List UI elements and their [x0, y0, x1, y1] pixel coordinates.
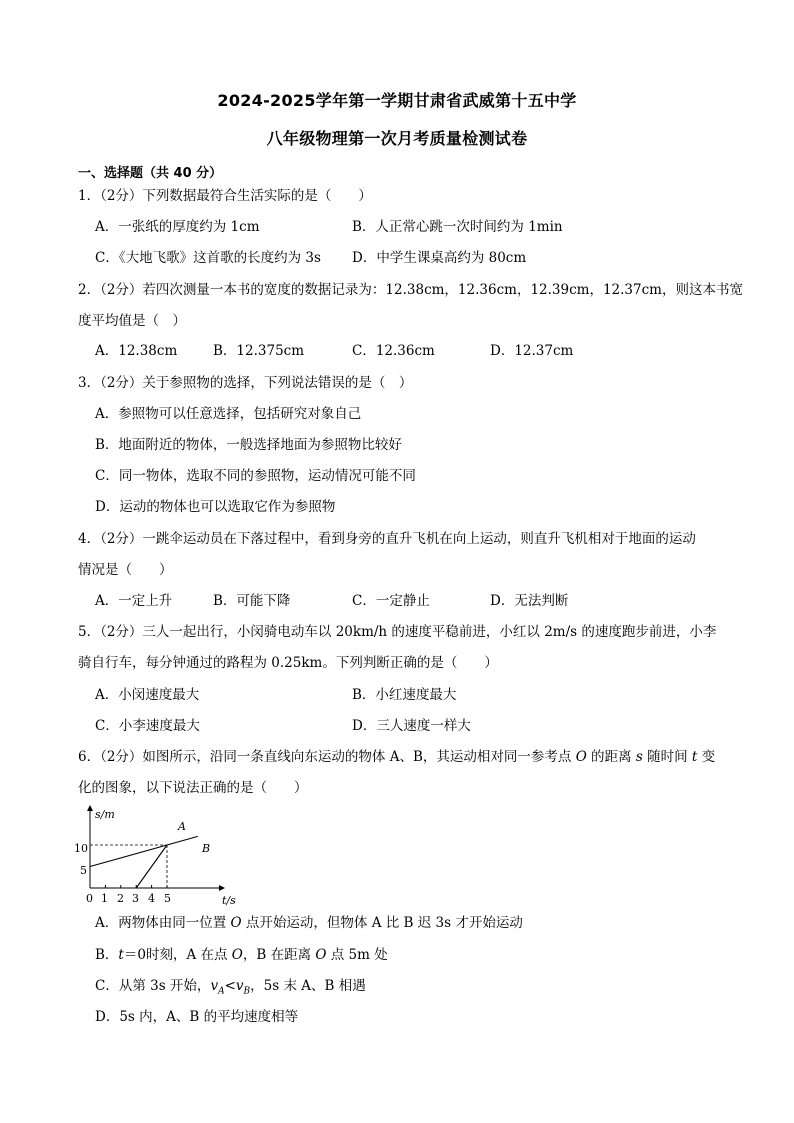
q6-a-text: A．两物体由同一位置 [95, 915, 231, 931]
q6-stem-text2: 的距离 [586, 749, 636, 765]
q6-option-d: D．5s 内，A、B 的平均速度相等 [95, 1009, 299, 1025]
q2-option-c: C．12.36cm [352, 343, 435, 359]
q4-stem-line1: 4．（2分）一跳伞运动员在下落过程中，看到身旁的直升飞机在向上运动，则直升飞机相对于地面的运动 [78, 531, 696, 547]
q6-c-va: v [210, 978, 219, 994]
q3-stem: 3．（2分）关于参照物的选择，下列说法错误的是（ ） [78, 375, 413, 391]
q1-option-a: A．一张纸的厚度约为 1cm [95, 219, 260, 235]
q4-option-a: A．一定上升 [95, 593, 173, 609]
x-tick-2: 2 [117, 892, 124, 905]
q1-option-b: B．人正常心跳一次时间约为 1min [352, 219, 563, 235]
q6-c-text2: ，5s 末 A、B 相遇 [250, 978, 366, 994]
q6-option-a [95, 914, 523, 932]
q6-a-o: O [230, 915, 242, 931]
q4-option-b: B．可能下降 [213, 593, 291, 609]
q2-option-a: A．12.38cm [95, 343, 178, 359]
q6-c-lt: < [224, 978, 236, 994]
q6-stem-text4: 变 [697, 749, 716, 765]
exam-title-line1: 2024-2025学年第一学期甘肃省武威第十五中学 [217, 91, 577, 110]
q6-b-t: t [118, 947, 124, 963]
q6-stem-text: 6．（2分）如图所示，沿同一条直线向东运动的物体 A、B，其运动相对同一参考点 [78, 749, 576, 765]
q1-option-c: C．《大地飞歌》这首歌的长度约为 3s [95, 250, 321, 266]
q4-stem-line2: 情况是（ ） [78, 562, 173, 578]
x-tick-0: 0 [86, 892, 93, 905]
q6-b-text: B． [95, 947, 119, 963]
q6-stem-o: O [575, 749, 587, 765]
q6-b-text4: 点 5m 处 [326, 947, 388, 963]
series-b-label: B [202, 842, 211, 855]
q6-stem-line2: 化的图象，以下说法正确的是（ ） [78, 780, 308, 796]
y-tick-10: 10 [74, 842, 88, 855]
q6-stem-s: s [635, 749, 643, 765]
q6-b-o2: O [315, 947, 327, 963]
q6-a-text2: 点开始运动，但物体 A 比 B 迟 3s 才开始运动 [241, 915, 523, 931]
series-a-line [136, 845, 167, 888]
q6-option-c [95, 977, 366, 1001]
q5-option-d: D．三人速度一样大 [352, 718, 471, 734]
q3-option-c: C．同一物体，选取不同的参照物，运动情况可能不同 [95, 468, 416, 484]
exam-title-line2: 八年级物理第一次月考质量检测试卷 [266, 129, 528, 148]
q6-stem-line1 [78, 748, 715, 766]
q5-option-a: A．小闵速度最大 [95, 687, 200, 703]
q6-c-vb: v [235, 978, 244, 994]
x-tick-4: 4 [148, 892, 155, 905]
s-t-graph [72, 800, 252, 910]
q2-stem-line1: 2．（2分）若四次测量一本书的宽度的数据记录为：12.38cm，12.36cm，12.39cm，12.37cm，则这本书宽 [78, 282, 743, 298]
series-b-line [90, 836, 198, 866]
q5-stem-line2: 骑自行车，每分钟通过的路程为 0.25km。下列判断正确的是（ ） [78, 655, 498, 671]
q3-option-d: D．运动的物体也可以选取它作为参照物 [95, 499, 336, 515]
q3-option-b: B．地面附近的物体，一般选择地面为参照物比较好 [95, 437, 402, 453]
q2-stem-line2: 度平均值是（ ） [78, 313, 186, 329]
q2-option-b: B．12.375cm [213, 343, 305, 359]
q4-option-c: C．一定静止 [352, 593, 430, 609]
q4-option-d: D．无法判断 [490, 593, 569, 609]
x-tick-1: 1 [101, 892, 108, 905]
x-axis-label: t/s [222, 894, 236, 907]
y-axis-label: s/m [95, 808, 115, 821]
q3-option-a: A．参照物可以任意选择，包括研究对象自己 [95, 406, 362, 422]
q6-c-text: C．从第 3s 开始， [95, 978, 211, 994]
q6-stem-text3: 随时间 [642, 749, 692, 765]
q5-option-c: C．小李速度最大 [95, 718, 200, 734]
q6-option-b [95, 946, 388, 964]
q6-b-text3: ，B 在距离 [242, 947, 316, 963]
q6-b-text2: ＝0时刻，A 在点 [123, 947, 232, 963]
y-tick-5: 5 [80, 864, 87, 877]
q5-option-b: B．小红速度最大 [352, 687, 457, 703]
section-heading: 一、选择题（共 40 分） [78, 166, 223, 181]
q5-stem-line1: 5．（2分）三人一起出行，小闵骑电动车以 20km/h 的速度平稳前进，小红以 2m/s 的速度跑步前进，小李 [78, 624, 717, 640]
x-tick-3: 3 [132, 892, 139, 905]
q6-b-o: O [231, 947, 243, 963]
q2-option-d: D．12.37cm [490, 343, 574, 359]
q6-c-vb-sub: B [243, 986, 251, 997]
q6-c-va-sub: A [218, 986, 225, 997]
series-a-label: A [178, 820, 186, 833]
q1-option-d: D．中学生课桌高约为 80cm [352, 250, 527, 266]
x-tick-5: 5 [164, 892, 171, 905]
q1-stem: 1．（2分）下列数据最符合生活实际的是（ ） [78, 188, 372, 204]
q6-stem-t: t [691, 749, 698, 765]
